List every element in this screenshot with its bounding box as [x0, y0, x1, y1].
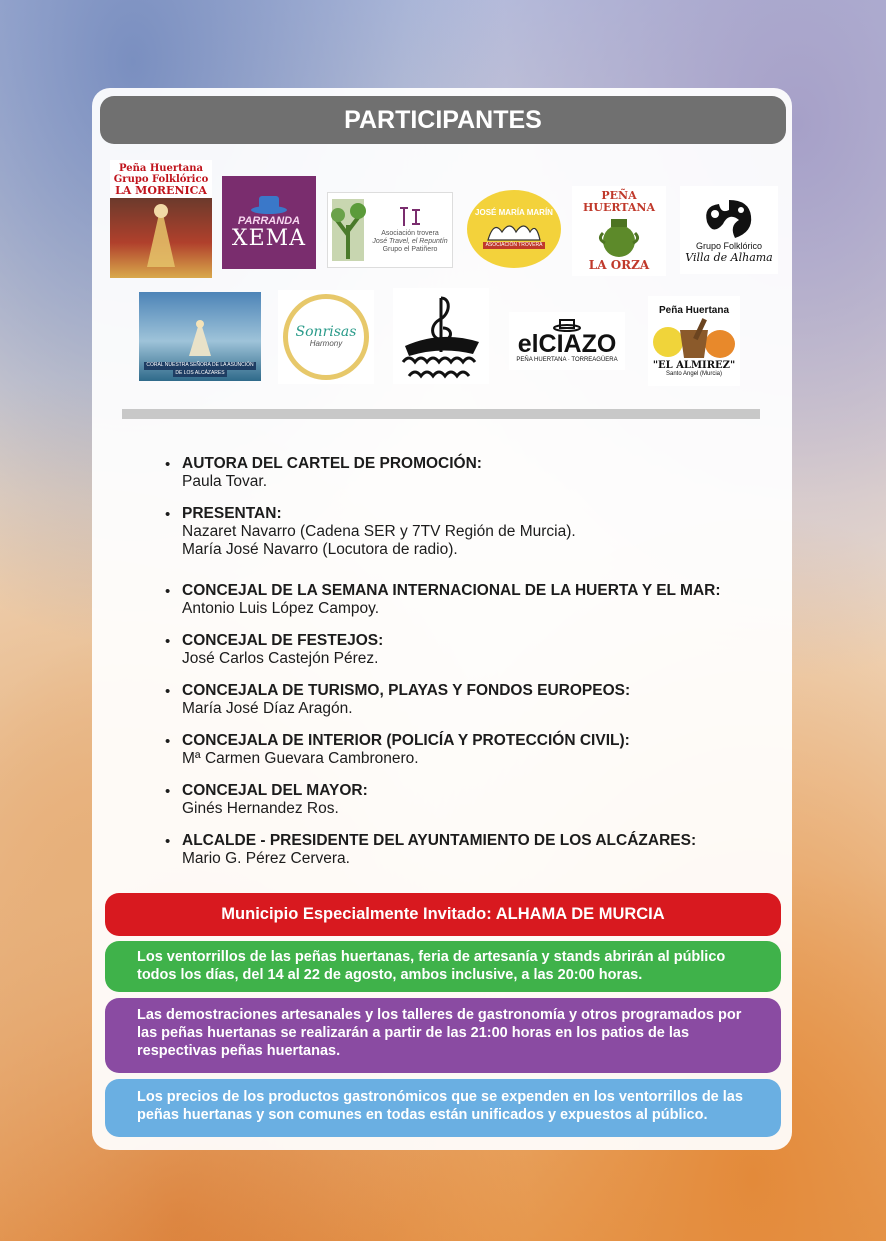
logo-el-almirez: Peña Huertana "EL ALMIREZ" Santo Angel (Murcia)	[648, 296, 740, 386]
role-item	[165, 582, 765, 618]
role-item	[165, 505, 765, 559]
role-name: Mª Carmen Guevara Cambronero.	[182, 750, 419, 767]
role-title: CONCEJAL DE FESTEJOS:	[182, 632, 384, 649]
role-title: ALCALDE - PRESIDENTE DEL AYUNTAMIENTO DE LOS ALCÁZARES:	[182, 832, 697, 849]
role-name: José Carlos Castejón Pérez.	[182, 650, 379, 667]
role-item	[165, 455, 765, 491]
virgin-silhouette-icon	[185, 318, 215, 358]
logo-parranda-xema: PARRANDA XEMA	[222, 176, 316, 269]
virgin-figure-icon	[131, 201, 191, 271]
lemons-mortar-icon	[650, 316, 738, 360]
role-title: CONCEJAL DE LA SEMANA INTERNACIONAL DE LA HUERTA Y EL MAR:	[182, 582, 721, 599]
logo-music-waves	[393, 288, 489, 384]
logo-villa-alhama: Grupo Folklórico Villa de Alhama	[680, 186, 778, 274]
role-title: AUTORA DEL CARTEL DE PROMOCIÓN:	[182, 455, 482, 472]
figures-icon	[484, 218, 544, 242]
logo-jose-maria-marin: JOSÉ MARÍA MARÍN ASOCIACIÓN TROVERA	[466, 189, 562, 269]
role-item	[165, 632, 765, 668]
prices-text: Los precios de los productos gastronómicos que se expenden en los ventorrillos de las peñas huertanas y son comunes en todas están unificados y expuestos al público.	[137, 1089, 743, 1123]
invited-municipality-text: Municipio Especialmente Invitado: ALHAMA DE MURCIA	[221, 905, 665, 923]
ornament-icon	[699, 196, 759, 242]
roles-list	[165, 455, 765, 868]
prices-notice	[105, 1079, 781, 1137]
logo-la-morenica: Peña Huertana Grupo Folklórico LA MORENICA	[110, 160, 212, 278]
role-name: Nazaret Navarro (Cadena SER y 7TV Región de Murcia).	[182, 523, 576, 540]
demonstrations-text: Las demostraciones artesanales y los talleres de gastronomía y otros programados por las peñas huertanas se realizarán a partir de las 21:00 horas en los patios de las respectivas peñas huertanas.	[137, 1007, 742, 1059]
treble-clef-waves-icon	[395, 290, 487, 382]
tree-icon	[328, 195, 368, 265]
role-name: Antonio Luis López Campoy.	[182, 600, 380, 617]
participants-title	[100, 96, 786, 144]
jar-icon	[597, 215, 641, 259]
role-item	[165, 732, 765, 768]
logo-la-orza: PEÑA HUERTANA LA ORZA	[572, 186, 666, 276]
ventorrillos-text: Los ventorrillos de las peñas huertanas, feria de artesanía y stands abrirán al público todos los días, del 14 al 22 de agosto, ambos inclusive, a las 20:00 horas.	[137, 949, 726, 983]
logo-sonrisas-harmony: Sonrisas Harmony	[278, 290, 374, 384]
role-name: Paula Tovar.	[182, 473, 268, 490]
hat-icon	[249, 193, 289, 215]
logo-asociacion-trovera	[327, 192, 453, 268]
participants-title-text: PARTICIPANTES	[344, 105, 542, 134]
role-name: Mario G. Pérez Cervera.	[182, 850, 350, 867]
logo-el-ciazo: elCIAZO PEÑA HUERTANA · TORREAGÜERA	[509, 312, 625, 370]
role-item	[165, 782, 765, 818]
role-name: Ginés Hernandez Ros.	[182, 800, 339, 817]
role-title: PRESENTAN:	[182, 505, 282, 522]
invited-municipality-banner	[105, 893, 781, 936]
role-item	[165, 832, 765, 868]
role-item	[165, 682, 765, 718]
logo-asuncion: CORAL NUESTRA SEÑORA DE LA ASUNCIÓN DE LOS ALCÁZARES	[139, 292, 261, 381]
music-glyph-icon	[396, 206, 424, 228]
ventorrillos-notice	[105, 941, 781, 992]
role-name: María José Díaz Aragón.	[182, 700, 353, 717]
role-title: CONCEJAL DEL MAYOR:	[182, 782, 368, 799]
role-title: CONCEJALA DE TURISMO, PLAYAS Y FONDOS EUROPEOS:	[182, 682, 631, 699]
role-title: CONCEJALA DE INTERIOR (POLICÍA Y PROTECCIÓN CIVIL):	[182, 732, 630, 749]
demonstrations-notice	[105, 998, 781, 1073]
section-divider	[122, 409, 760, 419]
role-name: María José Navarro (Locutora de radio).	[182, 541, 458, 558]
asociacion-trovera-text: Asociación trovera José Travel, el Repuntín Grupo el Patiñero	[368, 206, 452, 253]
